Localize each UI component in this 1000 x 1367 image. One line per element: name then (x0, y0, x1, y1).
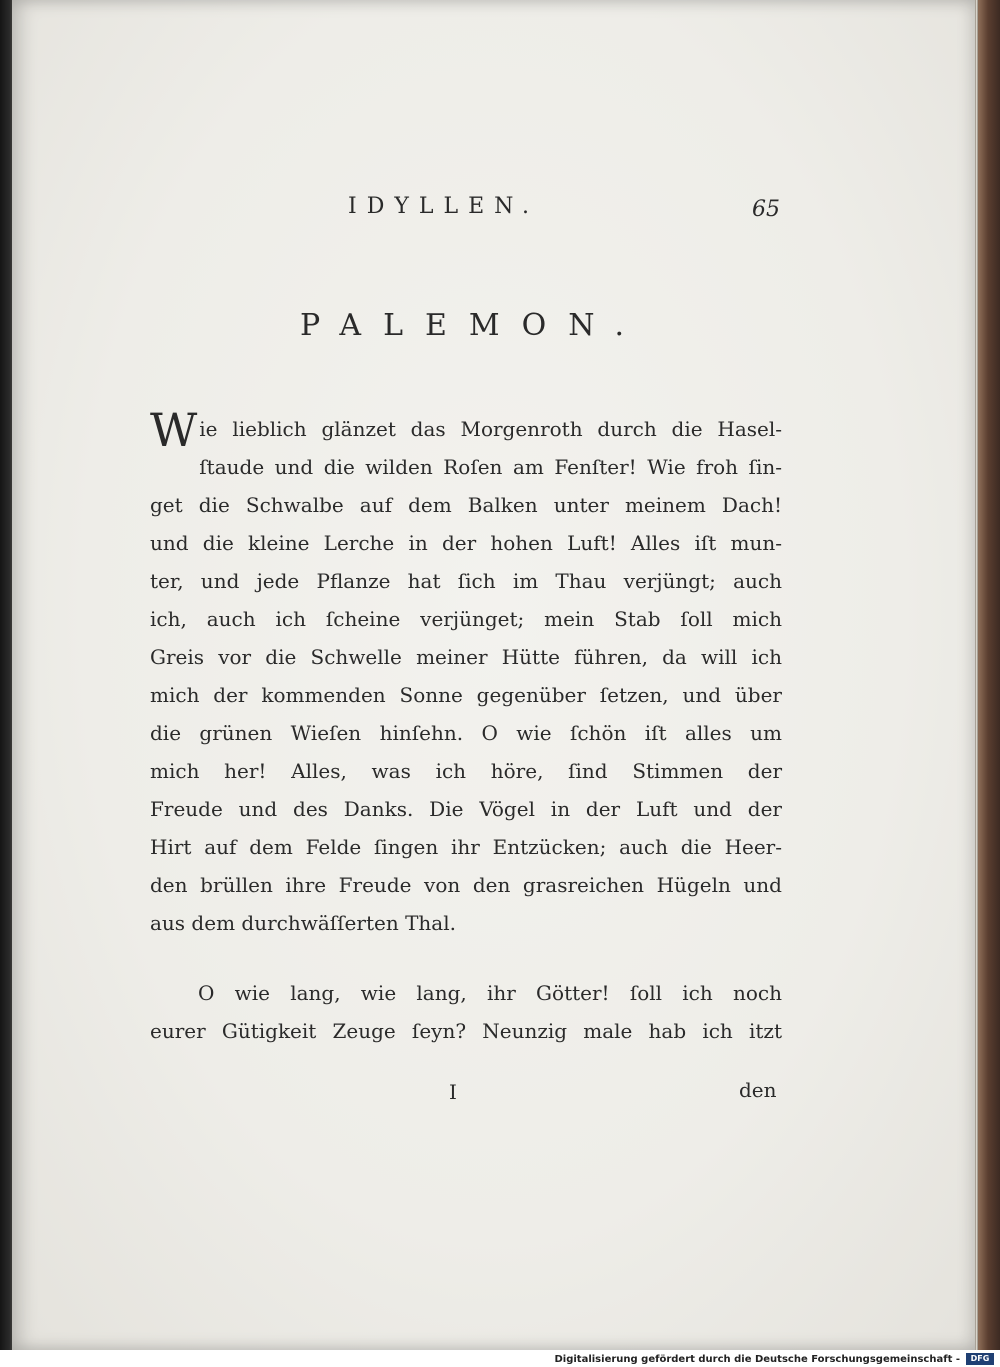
page-number: 65 (752, 197, 780, 222)
text-line: O wie lang, wie lang, ihr Götter! ſoll ich noch (198, 981, 782, 1005)
running-head: IDYLLEN. (348, 194, 539, 219)
dfg-logo: DFG (966, 1353, 994, 1365)
text-line: Hirt auf dem Felde ſingen ihr Entzücken; auch die Heer- (150, 835, 782, 859)
text-line: ter, und jede Pflanze hat ſich im Thau verjüngt; auch (150, 569, 782, 593)
drop-cap: W (150, 403, 198, 457)
text-line: Wie lieblich glänzet das Morgenroth durch die Hasel- (150, 403, 782, 457)
text-line: Greis vor die Schwelle meiner Hütte führen, da will ich (150, 645, 782, 669)
page-title: PALEMON. (300, 308, 647, 343)
paragraph-gap (150, 942, 782, 974)
catchword: den (739, 1078, 777, 1102)
paragraph-2 (150, 974, 782, 1050)
signature-mark: I (449, 1080, 457, 1104)
footer-bar (0, 1350, 1000, 1367)
text-line: die grünen Wieſen hinſehn. O wie ſchön iſt alles um (150, 721, 782, 745)
text-line: den brüllen ihre Freude von den grasreichen Hügeln und (150, 873, 782, 897)
text-line: und die kleine Lerche in der hohen Luft! Alles iſt mun- (150, 531, 782, 555)
text-line: mich her! Alles, was ich höre, ſind Stimmen der (150, 759, 782, 783)
book-page (12, 0, 975, 1350)
text-line: ſtaude und die wilden Roſen am Fenſter! Wie froh ſin- (199, 455, 782, 479)
paragraph-1 (150, 403, 782, 942)
text-line: Freude und des Danks. Die Vögel in der Luft und der (150, 797, 782, 821)
text-line: mich der kommenden Sonne gegenüber ſetzen, und über (150, 683, 782, 707)
text-line: get die Schwalbe auf dem Balken unter meinem Dach! (150, 493, 782, 517)
text-line: eurer Gütigkeit Zeuge ſeyn? Neunzig male hab ich itzt (150, 1019, 782, 1043)
body-text (150, 403, 782, 1050)
text-line: aus dem durchwäſſerten Thal. (150, 911, 456, 935)
text-line: ich, auch ich ſcheine verjünget; mein Stab ſoll mich (150, 607, 782, 631)
digitization-credit: Digitalisierung gefördert durch die Deutsche Forschungsgemeinschaft - (554, 1354, 960, 1365)
